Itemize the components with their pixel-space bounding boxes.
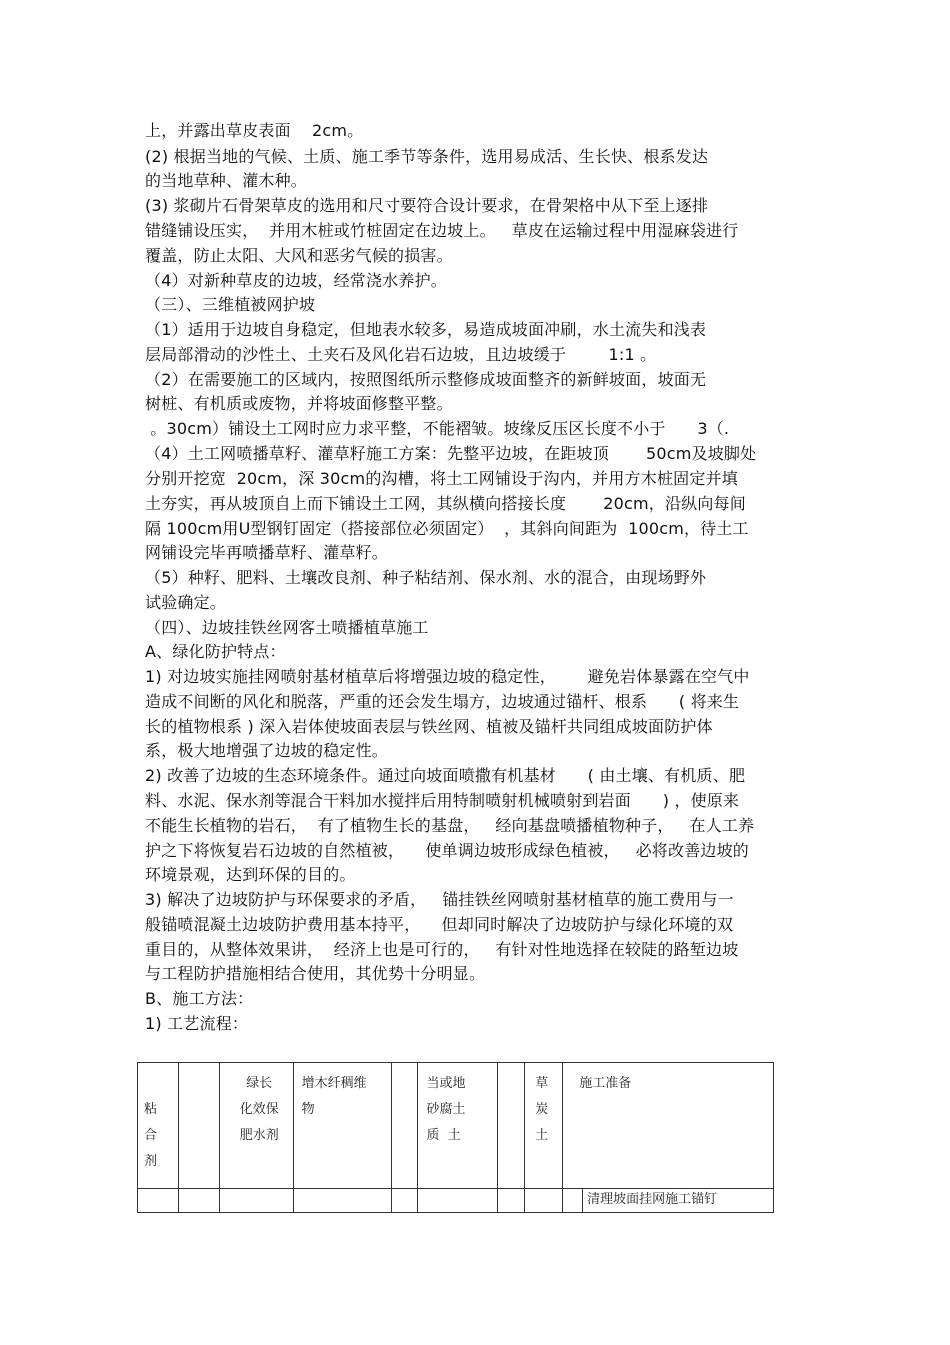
text-line: 1) 对边坡实施挂网喷射基材植草后将增强边坡的稳定性， 避免岩体暴露在空气中: [145, 667, 750, 686]
text-line: （四）、边坡挂铁丝网客土喷播植草施工: [145, 618, 429, 637]
text-line: A、绿化防护特点：: [145, 642, 286, 661]
text-line: 试验确定。: [145, 593, 227, 612]
text-line: 覆盖，防止太阳、大风和恶劣气候的损害。: [145, 246, 453, 265]
text-line: （4）对新种草皮的边坡，经常浇水养护。: [145, 271, 447, 290]
text-line: （4）土工网喷播草籽、灌草籽施工方案：先整平边坡，在距坡顶 50cm及坡脚处: [145, 444, 757, 463]
text-line: 长的植物根系 ) 深入岩体使坡面表层与铁丝网、植被及锚杆共同组成坡面防护体: [145, 717, 713, 736]
text-line: 与工程防护措施相结合使用，其优势十分明显。: [145, 964, 486, 983]
text-line: 1) 工艺流程：: [145, 1014, 249, 1033]
text-line: 3) 解决了边坡防护与环保要求的矛盾， 锚挂铁丝网喷射基材植草的施工费用与一: [145, 890, 734, 909]
flow-cell-binder: 粘 合 剂: [138, 1063, 179, 1189]
text-line: 上，并露出草皮表面 2cm。: [145, 121, 364, 140]
text-line: 土夯实，再从坡顶自上而下铺设土工网，其纵横向搭接长度 20cm，沿纵向每间: [145, 494, 746, 513]
text-line: 分别开挖宽 20cm，深 30cm的沟槽，将土工网铺设于沟内，并用方木桩固定并填: [145, 469, 738, 488]
text-line: 网铺设完毕再喷播草籽、灌草籽。: [145, 543, 389, 562]
text-line: （5）种籽、肥料、土壤改良剂、种子粘结剂、保水剂、水的混合，由现场野外: [145, 568, 707, 587]
flow-cell-local-soil: 当或地 砂腐土 质 土: [418, 1063, 498, 1189]
flow-cell-empty: [219, 1189, 293, 1213]
text-line: 隔 100cm用U型钢钉固定（搭接部位必须固定） ，其斜向间距为 100cm，待土工: [145, 519, 749, 538]
flow-cell-empty: [391, 1063, 418, 1189]
text-line: 的当地草种、灌木种。: [145, 171, 308, 190]
text-line: (3) 浆砌片石骨架草皮的选用和尺寸要符合设计要求，在骨架格中从下至上逐排: [145, 196, 709, 215]
flow-cell-fertilizer: 绿长 化效保 肥水剂: [219, 1063, 293, 1189]
text-line: 环境景观，达到环保的目的。: [145, 865, 356, 884]
flow-cell-clean-slope: 清理坡面挂网施工锚钉: [583, 1189, 774, 1213]
text-line: 料、水泥、保水剂等混合干料加水搅拌后用特制喷射机械喷射到岩面 ) ，使原来: [145, 791, 740, 810]
text-line: B、施工方法：: [145, 989, 254, 1008]
flow-cell-empty: [138, 1189, 179, 1213]
flow-cell-preparation: 施工准备: [563, 1063, 774, 1189]
flow-cell-empty: [178, 1063, 219, 1189]
text-line: 2) 改善了边坡的生态环境条件。通过向坡面喷撒有机基材 ( 由土壤、有机质、肥: [145, 766, 746, 785]
text-line: （1）适用于边坡自身稳定，但地表水较多，易造成坡面冲刷，水土流失和浅表: [145, 320, 707, 339]
flow-table-row: [138, 1063, 774, 1189]
text-line: （2）在需要施工的区域内，按照图纸所示整修成坡面整齐的新鲜坡面，坡面无: [145, 370, 707, 389]
text-line: 不能生长植物的岩石， 有了植物生长的基盘， 经向基盘喷播植物种子， 在人工养: [145, 816, 755, 835]
text-line: 般锚喷混凝土边坡防护费用基本持平， 但却同时解决了边坡防护与绿化环境的双: [145, 915, 734, 934]
flow-cell-empty: [525, 1189, 563, 1213]
text-line: 层局部滑动的沙性土、土夹石及风化岩石边坡，且边坡缓于 1:1 。: [145, 345, 657, 364]
flow-cell-empty: [563, 1189, 583, 1213]
text-line: (2) 根据当地的气候、土质、施工季节等条件，选用易成活、生长快、根系发达: [145, 147, 709, 166]
text-line: 造成不间断的风化和脱落，严重的还会发生塌方，边坡通过锚杆、根系 ( 将来生: [145, 692, 740, 711]
flow-cell-empty: [498, 1189, 525, 1213]
flow-cell-fiber: 增木纤稠维 物: [293, 1063, 391, 1189]
flow-table-row: [138, 1189, 774, 1213]
flow-cell-empty: [498, 1063, 525, 1189]
text-line: （三）、三维植被网护坡: [145, 295, 316, 314]
text-line: 护之下将恢复岩石边坡的自然植被， 使单调边坡形成绿色植被， 必将改善边坡的: [145, 841, 750, 860]
flow-cell-empty: [418, 1189, 498, 1213]
text-line: 。30cm）铺设土工网时应力求平整，不能褶皱。坡缘反压区长度不小于 3（.: [145, 419, 730, 438]
text-line: 系，极大地增强了边坡的稳定性。: [145, 741, 389, 760]
process-flow-table: [137, 1062, 774, 1213]
flow-cell-empty: [178, 1189, 219, 1213]
flow-cell-empty: [391, 1189, 418, 1213]
text-line: 错缝铺设压实， 并用木桩或竹桩固定在边坡上。 草皮在运输过程中用湿麻袋进行: [145, 221, 739, 240]
flow-cell-peat-soil: 草 炭 土: [525, 1063, 563, 1189]
text-line: 重目的，从整体效果讲， 经济上也是可行的， 有针对性地选择在较陡的路堑边坡: [145, 940, 739, 959]
flow-cell-empty: [293, 1189, 391, 1213]
text-line: 树桩、有机质或废物，并将坡面修整平整。: [145, 394, 453, 413]
